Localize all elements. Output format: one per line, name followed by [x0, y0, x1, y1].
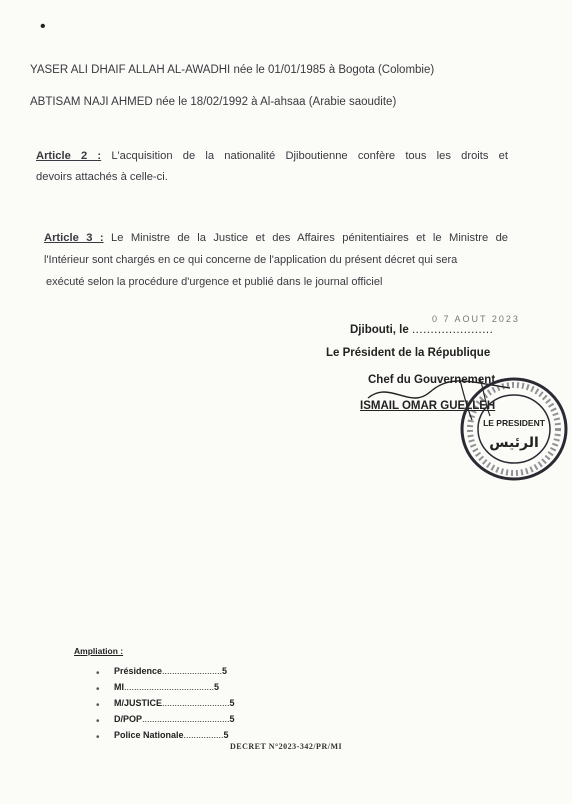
ampliation-item-name: D/POP — [114, 714, 143, 724]
bullet-icon: • — [96, 668, 100, 679]
article-3-line-3: exécuté selon la procédure d'urgence et publié dans le journal officiel — [46, 276, 383, 288]
article-3-label: Article 3 : — [44, 232, 104, 244]
ampliation-item-name: Présidence — [114, 666, 163, 676]
ampliation-item-name: MI — [114, 682, 124, 692]
date-stamp: 0 7 AOUT 2023 — [432, 314, 520, 324]
ampliation-item-name: M/JUSTICE — [114, 698, 163, 708]
ampliation-item-count: 5 — [214, 682, 220, 692]
decree-reference: DECRET N°2023-342/PR/MI — [230, 742, 343, 751]
seal-arabic-text: الرئيس — [489, 435, 539, 451]
ampliation-item-dots: ........................... — [162, 698, 230, 708]
top-mark: • — [40, 18, 46, 35]
ampliation-item-count: 5 — [222, 666, 228, 676]
article-2-line-2: devoirs attachés à celle-ci. — [36, 171, 168, 183]
signature-place-label: Djibouti, le — [350, 324, 409, 336]
ampliation-item-name: Police Nationale — [114, 730, 184, 740]
article-2-label: Article 2 : — [36, 150, 102, 162]
article-2-line-1: L'acquisition de la nationalité Djiboutienne confère tous les droits et — [111, 150, 509, 162]
ampliation-item-count: 5 — [223, 730, 229, 740]
signature-name: ISMAIL OMAR GUELLEH — [360, 400, 496, 412]
seal-inner-text: LE PRESIDENT — [483, 418, 545, 428]
ampliation-item-count: 5 — [229, 714, 235, 724]
signature-place — [350, 324, 493, 336]
signature-place-dots: ...................... — [411, 324, 494, 336]
bullet-icon: • — [96, 732, 100, 743]
bullet-icon: • — [96, 700, 100, 711]
ampliation-item-dots: ................................... — [142, 714, 230, 724]
name-line-2: ABTISAM NAJI AHMED née le 18/02/1992 à Al-ahsaa (Arabie saoudite) — [30, 96, 397, 108]
bullet-icon: • — [96, 716, 100, 727]
ampliation-item-dots: ........................ — [162, 666, 223, 676]
signature-title-2: Chef du Gouvernement — [368, 374, 496, 386]
ampliation-item-dots: ................ — [183, 730, 224, 740]
ampliation-item-dots: .................................... — [124, 682, 215, 692]
ampliation-label: Ampliation : — [74, 646, 124, 656]
ampliation-item-count: 5 — [229, 698, 235, 708]
name-line-1: YASER ALI DHAIF ALLAH AL-AWADHI née le 01/01/1985 à Bogota (Colombie) — [30, 64, 435, 76]
presidential-seal-icon — [458, 374, 570, 484]
article-2 — [36, 146, 508, 188]
bullet-icon: • — [96, 684, 100, 695]
signature-title-1: Le Président de la République — [326, 347, 491, 359]
article-3 — [44, 228, 508, 249]
article-3-line-2: l'Intérieur sont chargés en ce qui concerne de l'application du présent décret qui sera — [44, 254, 458, 266]
article-3-line-1: Le Ministre de la Justice et des Affaires pénitentiaires et le Ministre de — [110, 232, 509, 244]
